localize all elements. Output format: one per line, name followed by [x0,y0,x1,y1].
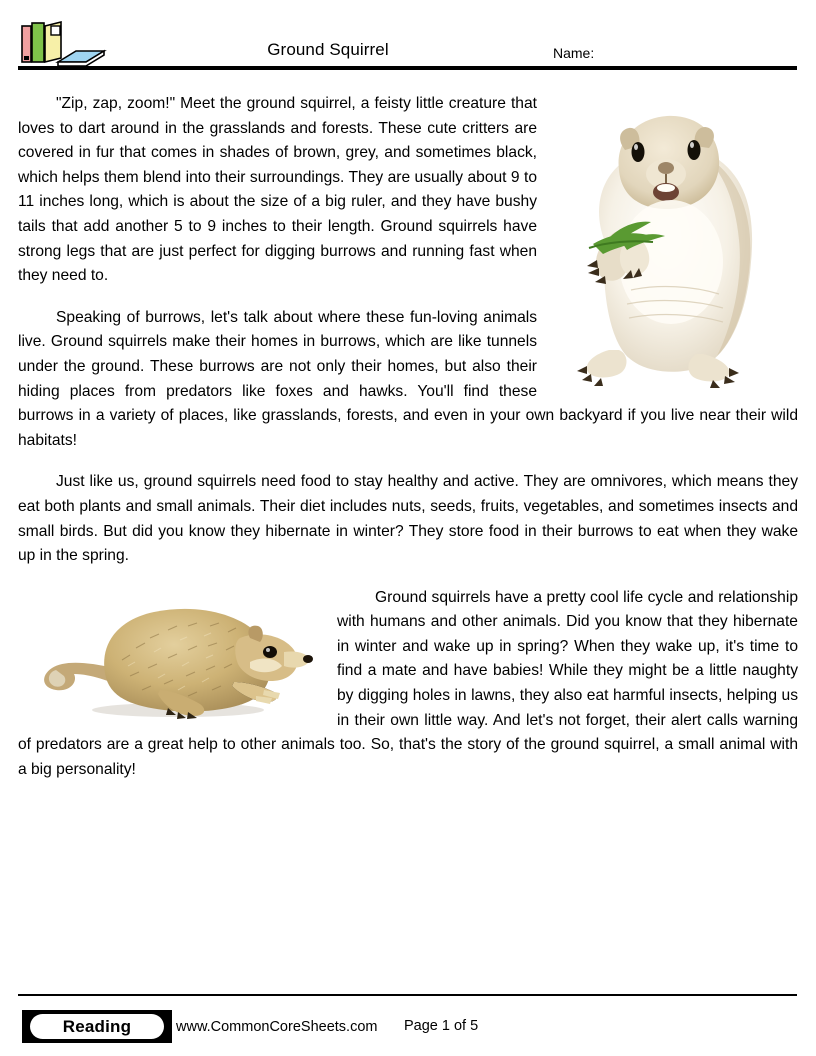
website-url: www.CommonCoreSheets.com [176,1019,378,1035]
crouching-ground-squirrel-photo [18,590,323,722]
name-label: Name: [553,45,595,61]
standing-ground-squirrel-photo [553,92,798,392]
subject-badge [22,1010,172,1043]
page-number: Page 1 of 5 [404,1018,479,1034]
worksheet-footer [0,984,816,1056]
footer-divider [18,994,797,996]
passage-paragraph-3: Just like us, ground squirrels need food to stay healthy and active. They are omnivores, which means they eat both plants and small animals. Their diet includes nuts, seeds, fruits, vegetables, and sometimes insects and small birds. But did you know they hibernate in winter? They store food in their burrows to eat when they wake up in the spring. [18,473,798,565]
page-title: Ground Squirrel [267,40,389,59]
passage-body [18,92,798,782]
subject-badge-label: Reading [30,1014,164,1039]
header-divider [18,66,797,70]
worksheet-header [0,0,816,78]
passage-paragraph-1: "Zip, zap, zoom!" Meet the ground squirrel, a feisty little creature that loves to dart around in the grasslands and forests. These cute critters are covered in fur that comes in shades of brown, grey, and sometimes black, which helps them blend into their surroundings. They are usually about 9 to 11 inches long, which is about the size of a big ruler, and they have bushy tails that add another 5 to 9 inches to their length. Ground squirrels have strong legs that are just perfect for digging burrows and running fast when they need to. [18,95,537,285]
passage-paragraph-2: Speaking of burrows, let's talk about where these fun-loving animals live. Ground squirrels make their homes in burrows, which are like tunnels under the ground. These burrows are not only their homes, but also their hiding places from predators like foxes and hawks. You'll find these burrows in a variety of places, like grasslands, forests, and even in your own backyard if you live near their wild habitats! [18,308,798,449]
passage-paragraph-4: Ground squirrels have a pretty cool life cycle and relationship with humans and other animals. Did you know that they hibernate in winter and wake up in spring? When they wake up, it's time to find a mate and have babies! While they might be a little naughty by digging holes in lawns, they also eat harmful insects, helping us in their own little way. And let's not forget, their alert calls warning of predators are a great help to other animals too. So, that's the story of the ground squirrel, a small animal with a big personality! [18,588,798,778]
